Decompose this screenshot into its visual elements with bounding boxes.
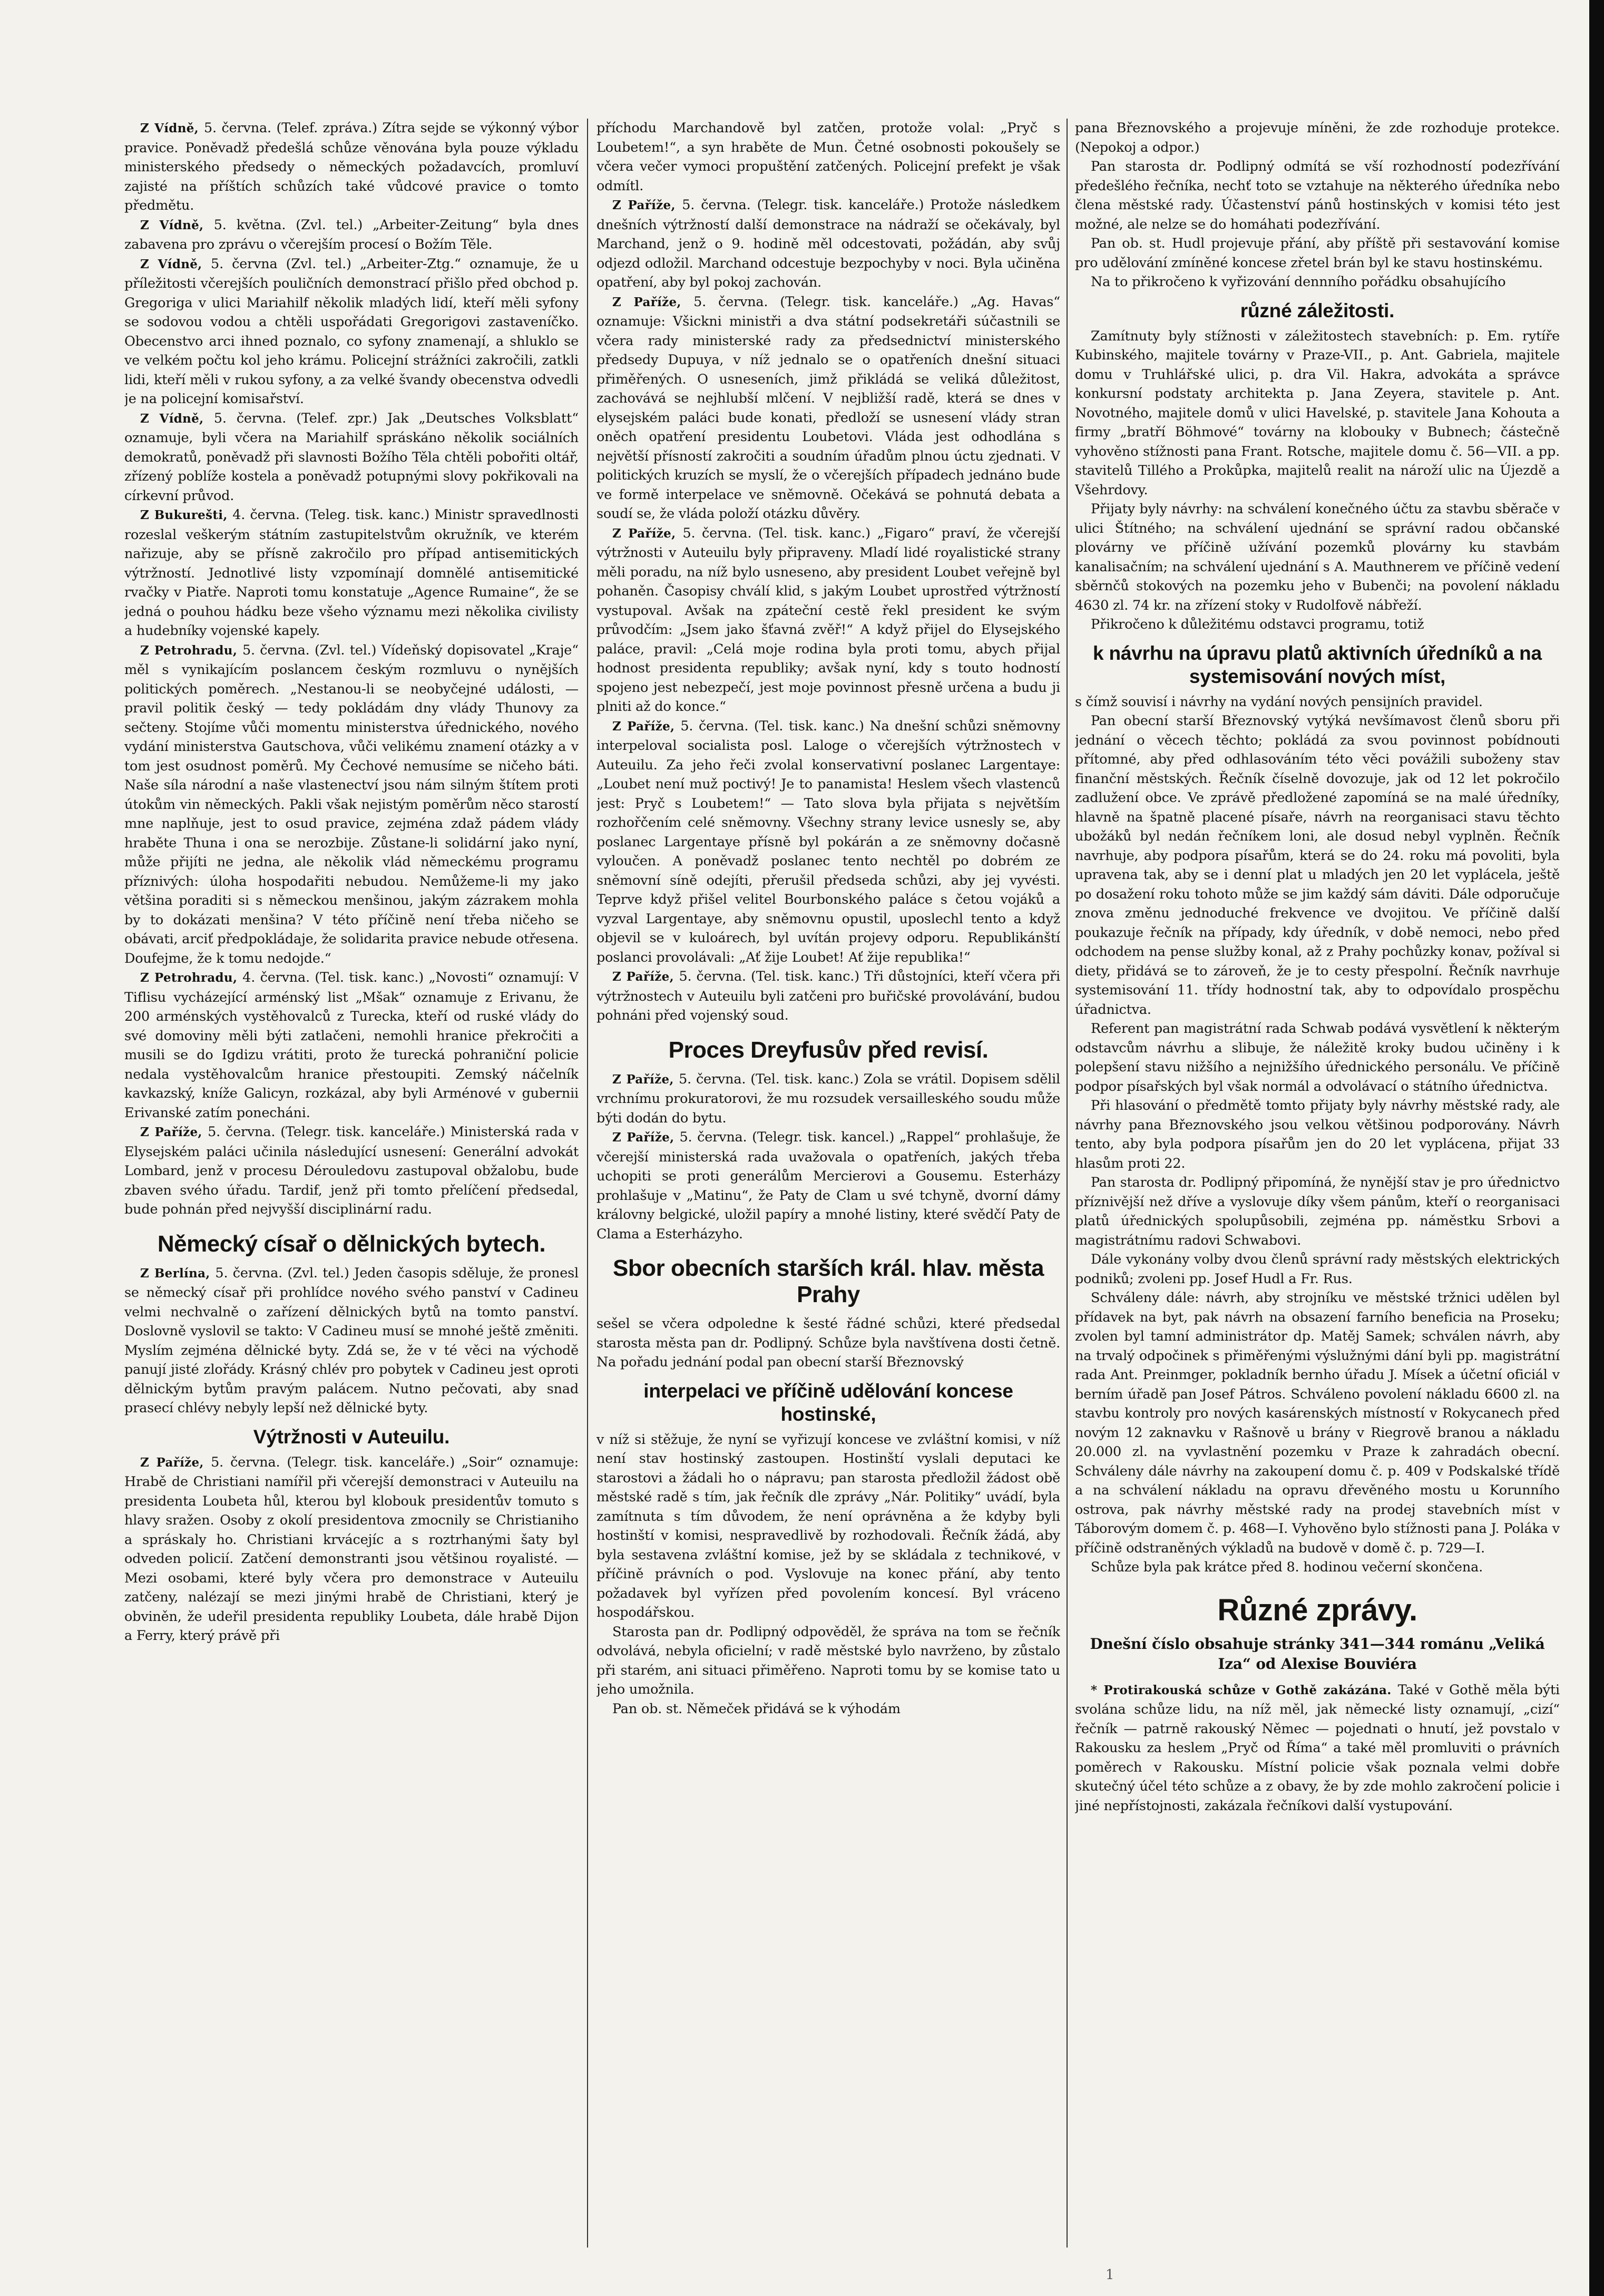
article-paragraph: pana Březnovského a projevuje míněni, že zde rozhoduje protekce. (Nepokoj a odpor.) [1075,120,1560,155]
article-paragraph: sešel se včera odpoledne k šesté řádné schůzi, které předsedal starosta města pan dr. Podlipný. Schůze byla navštívena dosti četně. Na pořadu jednání podal pan obecní starší Březnovský [596,1316,1060,1370]
article-paragraph: Z Paříže, 5. června. (Tel. tisk. kanc.) Zola se vrátil. Dopisem sdělil vrchnímu prokuratorovi, že mu rozsudek versailleského soudu může býti dodán do bytu. [596,1071,1060,1126]
article-paragraph: Z Paříže, 5. června. (Telegr. tisk. kancel.) „Rappel“ prohlašuje, že včerejší ministerská rada uvažovala o opatřeních, jakých třeba uchopiti se proti generálům Mercierovi a Gousemu. Esterházy prohlašuje v „Matinu“, že Paty de Clam u své tchyně, dvorní dámy královny belgické, uložil papíry a mnohé listiny, které svědčí Paty de Clama a Esterházyho. [596,1129,1060,1242]
article-paragraph: Zamítnuty byly stížnosti v záležitostech stavebních: p. Em. rytíře Kubinského, majitele továrny v Praze-VII., p. Ant. Gabriela, majitele domu v Truhlářské ulici, p. dra Vil. Hakra, advokáta a správce konkursní podstaty architekta p. Jana Zeyera, stavitele p. Ant. Novotného, majitele domů v ulici Havelské, p. stavitele Jana Kohouta a firmy „bratří Böhmové“ továrny na klobouky v Bubnech; částečně vyhověno stížnosti pana Frant. Rotsche, majitele domu č. 56—VII. a pp. stavitelů Tillého a Prokůpka, majitelů realit na nároží ulic na Újezdě a Všehrdovy. [1075,328,1560,498]
article-paragraph: Dále vykonány volby dvou členů správní rady městských elektrických podniků; zvoleni pp. Josef Hudl a Fr. Rus. [1075,1252,1560,1287]
dateline: Z Paříže, [612,970,679,984]
column-rule [1067,119,1068,2248]
article-paragraph: Starosta pan dr. Podlipný odpověděl, že správa na tom se řečník odvolává, nebyla oficielní; v radě městské bylo navrženo, by zůstalo při starém, ani situaci přiměřeno. Naproti tomu by se komise tato u jeho umožnila. [596,1624,1060,1697]
article-paragraph: Z Petrohradu, 4. června. (Tel. tisk. kanc.) „Novosti“ oznamují: V Tiflisu vycházející arménský list „Mšak“ oznamuje z Erivanu, že 200 arménských vystěhovalců z Turecka, kteří od ruské vlády do své domoviny měli býti zatlačeni, nemohli hranice překročiti a musili se do Igdizu vrátiti, proto že turecká pohraniční policie nedala vystěhovalcům hranice přestoupiti. Zemský náčelník kavkazský, kníže Galicyn, rozkázal, aby byli Arménové v gubernii Erivanské zatím ponecháni. [124,970,579,1121]
dateline: Z Paříže, [140,1455,211,1470]
article-paragraph: s čímž souvisí i návrhy na vydání nových pensijních pravidel. [1075,693,1483,710]
subheadline: Výtržnosti v Auteuilu. [253,1425,450,1448]
column-1 [124,119,579,2242]
column-3 [1075,119,1560,2242]
article-paragraph: Pan ob. st. Němeček přidává se k výhodám [612,1701,901,1717]
article-paragraph: Pan starosta dr. Podlipný připomíná, že nynější stav je pro úřednictvo příznivější než dříve a vyslovuje díky všem pánům, kteří o reorganisaci platů úřednických spolupůsobili, zejména pp. náměstku Srbovi a magistrátnímu radovi Schwabovi. [1075,1175,1560,1248]
section-headline: Německý císař o dělnických bytech. [157,1230,546,1257]
dateline: Z Berlína, [140,1266,216,1281]
dateline: Z Petrohradu, [140,643,242,658]
article-paragraph: Z Vídně, 5. června. (Telef. zpr.) Jak „Deutsches Volksblatt“ oznamuje, byli včera na Mariahilf spráskáno několik sociálních demokratů, poněvadž při slavnosti Božího Těla chtěli pobořiti oltář, zřízený poblíže kostela a poněvadž potupnými slovy pokřikovali na církevní průvod. [124,410,579,504]
dateline: Z Vídně, [140,257,211,271]
article-paragraph: Při hlasování o předmětě tomto přijaty byly návrhy městské rady, ale návrhy pana Březnovského jsou velkou většinou podporovány. Návrh tento, aby byla podpora písařům jen do 20 let vyplácena, přijat 33 hlasům proti 22. [1075,1098,1560,1171]
article-paragraph: Z Berlína, 5. června. (Zvl. tel.) Jeden časopis sděluje, že pronesl se německý císař při prohlídce nového svého panství v Cadineu velmi nechvalně o zařízení dělnických bytů na tomto panství. Doslovně vyslovil se takto: V Cadineu musí se mnohé ještě změniti. Myslím zejména dělnické byty. Zdá se, že v té věci na východě panují jisté zlořády. Krásný chlév pro pobytek v Cadineu jest oproti dělnickým bytům pravým palácem. Nutno pečovati, aby snad prasecí chlévy nebyly lepší než dělnické byty. [124,1265,579,1416]
article-paragraph: Z Vídně, 5. června (Zvl. tel.) „Arbeiter-Ztg.“ oznamuje, že u příležitosti včerejších pouličních demonstrací přišlo před obchod p. Gregoriga v ulici Mariahilf několik mladých lidí, kteří měli syfony se sodovou vodou a chtěli uspořádati Gregorigovi zastaveníčko. Obecenstvo arci ihned poznalo, co syfony znamenají, a shluklo se ve velkém počtu kol jeho krámu. Policejní strážníci zakročili, zatkli lidi, kteří měli v rukou syfony, a za velké švandy obecenstva odvedli je na policejní komisařství. [124,256,579,407]
article-paragraph: Z Paříže, 5. června. (Telegr. tisk. kanceláře.) Protože následkem dnešních výtržností další demonstrace na nádraží se očekávaly, byl Marchand, jenž o 9. hodině měl odcestovati, požádán, aby svůj odjezd odložil. Marchand odcestuje bezpochyby v noci. Byla učiněna opatření, aby byl pokoj zachován. [596,197,1060,290]
article-paragraph: Z Bukurešti, 4. června. (Teleg. tisk. kanc.) Ministr spravedlnosti rozeslal veškerým státním zastupitelstvům okružník, ve kterém nařizuje, aby se přísně zakročilo pro případ antisemitických výtržností. Jednotlivé listy vzpomínají domnělé antisemitické rvačky v Piatře. Naproti tomu konstatuje „Agence Rumaine“, že se jedná o pouhou hádku beze všeho významu mezi několika civilisty a hudebníky vojenské kapely. [124,507,579,639]
article-paragraph: v níž si stěžuje, že nyní se vyřizují koncese ve zvláštní komisi, v níž není stav hostinský zastoupen. Hostinští vyslali deputaci ke starostovi a žádali ho o nápravu; pan starosta předložil žádost obě městské radě s tím, jak řečník dle zprávy „Nár. Politiky“ uvádí, byla zamítnuta s tím důvodem, že není oprávněna a že kdyby byli hostinští v komisi, nespravedlivě by rozhodovali. Řečník žádá, aby byla sestavena zvláštní komise, jež by se skládala z technikové, v příčině právních o pod. Vyslovuje na konec přání, aby tento požadavek byl vyřízen před povolením koncesí. Byl vráceno hospodářskou. [596,1431,1060,1620]
article-paragraph: Z Paříže, 5. června. (Telegr. tisk. kanceláře.) „Soir“ oznamuje: Hrabě de Christiani namířil při včerejší demonstraci v Auteuilu na presidenta Loubeta hůl, kterou byl klobouk presidentův tomuto s hlavy sražen. Osoby z okolí presidentova zmocnily se Christianiho a spráskaly ho. Christiani krvácejíc a s roztrhanými šaty byl odveden policií. Zatčení demonstranti jsou většinou royalisté. — Mezi osobami, které byly včera pro demonstrace v Auteuilu zatčeny, nalézají se mezi jinými hrabě de Christiani, který je obviněn, že udeřil presidenta republiky Loubeta, dále hrabě Dijon a Ferry, který právě při [124,1454,579,1644]
article-paragraph: Pan ob. st. Hudl projevuje přání, aby příště při sestavování komise pro udělování zmíněné koncese zřetel brán byl ke stavu hostinskému. [1075,236,1560,271]
dateline: Z Paříže, [612,295,694,309]
article-paragraph: Přikročeno k důležitému odstavci programu, totiž [1091,617,1424,632]
dateline: Z Paříže, [612,719,681,734]
article-paragraph: Z Petrohradu, 5. června. (Zvl. tel.) Vídeňský dopisovatel „Kraje“ měl s vynikajícím poslancem českým rozmluvu o nynějších politických poměrech. „Nestanou-li se neobyčejné události, — pravil politik český — tedy pokládám dny vlády Thunovy za sečteny. Stojíme vůči momentu ministerstva úřednického, nového vydání ministerstva Gautschova, vůči velikému znamení otázky a v tom jest osudnost poměrů. My Čechové nemusíme se ničeho báti. Naše síla národní a naše vlastenectví jsou nám silným štítem proti útokům vin německých. Pakli však nejistým poměrům něco starostí mne naplňuje, jest to osud pravice, zejména zdaž pádem vlády hraběte Thuna i ona se nerozbije. Zůstane-li solidární jako nyní, může přijíti ne jedna, ale několik vlád německému programu příznivých: úloha hospodařiti nebudou. Nemůžeme-li my jako většina poraditi si s německou menšinou, jakým zázrakem mohla by to dokázati menšina? V této příčině není třeba ničeho se obávati, arciť předpokládaje, že solidarita pravice nebude otřesena. Doufejme, že k tomu nedojde.“ [124,642,579,966]
dateline: Z Petrohradu, [140,971,243,985]
article-paragraph: příchodu Marchandově byl zatčen, protože volal: „Pryč s Loubetem!“, a syn hraběte de Mun. Četné osobnosti pokoušely se včera večer vymoci propuštění zatčených. Policejní prefekt je však odmítl. [596,120,1060,194]
section-headline: Různé zprávy. [1217,1592,1417,1627]
lead-notice: Dnešní číslo obsahuje stránky 341—344 románu „Veliká Iza“ od Alexise Bouviéra [1090,1635,1545,1673]
article-paragraph: Z Paříže, 5. června. (Telegr. tisk. kanceláře.) Ministerská rada v Elysejském paláci učinila následující usnesení: Generální advokát Lombard, jenž v procesu Dérouledovu zastupoval obžalobu, bude zbaven svého úřadu. Tardif, jenž při tomto přelíčení předsedal, bude pohnán před nejvyšší disciplinární radu. [124,1124,579,1217]
dateline: * Protirakouská schůze v Gothě zakázána. [1091,1683,1398,1697]
article-paragraph: Z Paříže, 5. června. (Tel. tisk. kanc.) Tři důstojníci, kteří včera při výtržnostech v Auteuilu byli zatčeni pro buřičské provolávání, budou pohnáni před vojenský soud. [596,969,1060,1023]
article-paragraph: Z Paříže, 5. června. (Telegr. tisk. kanceláře.) „Ag. Havas“ oznamuje: Všickni ministři a dva státní podsekretáři súčastnili se včera rady ministerské rady za předsednictví ministerského předsedy Dupuya, v níž jednalo se o opatřeních dnešní situaci přiměřených. O usneseních, jimž přikládá se veliká důležitost, zachovává se nejhlubší mlčení. V nejbližší radě, která se dnes v elysejském paláci bude konati, předloží se usnesení vlády stran oněch opatření presidentu Loubetovi. Vláda jest odhodlána s největší přísností zakročiti a soudním úřadům plnou úctu zjednati. V politických kruzích se myslí, že o včerejších případech jednáno bude ve formě interpelace ve sněmovně. Očekává se pohnutá debata a soudí se, že vláda položí otázku důvěry. [596,294,1060,522]
article-paragraph: Pan starosta dr. Podlipný odmítá se vší rozhodností podezřívání předešlého řečníka, nechť toto se vztahuje na některého úředníka nebo člena městské rady. Účastenství pánů hostinských v komisi této jest možné, ale nelze se do homáhati podezřívání. [1075,159,1560,232]
article-paragraph: Z Vídně, 5. května. (Zvl. tel.) „Arbeiter-Zeitung“ byla dnes zabavena pro zprávu o včerejším procesí o Božím Těle. [124,217,579,252]
dateline: Z Paříže, [612,1072,679,1087]
subheadline: různé záležitosti. [1240,299,1395,321]
dateline: Z Paříže, [140,1125,208,1139]
article-paragraph: Z Paříže, 5. června. (Tel. tisk. kanc.) Na dnešní schůzi sněmovny interpeloval socialista posl. Laloge o včerejších výtržnostech v Auteuilu. Za jeho řeči zvolal konservativní poslanec Largentaye: „Loubet není muž poctivý! Je to panamista! Heslem všech vlastenců jest: Pryč s Loubetem!“ — Tato slova byla přijata s největším rozhořčením celé sněmovny. Všechny strany levice usnesly se, aby poslanec Largentaye přísně byl pokárán a ze sněmovny dočasně vyloučen. A poněvadž poslanec tento nechtěl po dobrém ze sněmovní síně odejíti, přerušil předseda schůzi, aby jej vyvésti. Teprve když přišel velitel Bourbonského paláce s četou vojáků a vyzval Largentaye, aby sněmovnu opustil, uposlechl tento a když objevil se v kuloárech, byl uvítán projevy odporu. Republikánští poslanci provolávali: „Ať žije Loubet! Ať žije republika!“ [596,718,1060,965]
dateline: Z Vídně, [140,411,214,426]
article-paragraph: Referent pan magistrátní rada Schwab podává vysvětlení k některým odstavcům návrhu a slibuje, že náležitě kroky budou učiněny i k polepšení stavu nižšího a nejnižšího úřednického personálu. Ve příčině podpor písařských byl však normál a odvolávací o státního úřednictva. [1075,1021,1560,1095]
subheadline: interpelaci ve příčině udělování koncese hostinské, [643,1380,1013,1425]
article-paragraph: Pan obecní starší Březnovský vytýká nevšímavost členů sboru při jednání o věcech těchto; pokládá za svou povinnost pobídnouti přítomné, aby před odhlasováním této věci povážili suboženy stav finanční městských. Řečník číselně dovozuje, jak od 12 let pokročilo zadlužení obce. Ve zprávě předložené zapomíná se na malé úředníky, hlavně na špatně placené písaře, návrh na reorganisaci stavu těchto ubožáků byl nedán řečníkem loni, ale dosud nebyl vyplněn. Řečník navrhuje, aby podpora písařům, která se do 24. roku má povoliti, byla upravena tak, aby se i denní plat u mladých jen 20 let vyplácela, ještě po dosažení roku tohoto může se jim každý sám dáviti. Dále odporučuje znova změnu jednoduché frekvence ve dvojitou. Ve příčině další poukazuje řečník na případy, kdy úředník, v době nemoci, nebo před odchodem na pense služby konal, až z Prahy pochůzky konav, požíval si diety, přidává se to zároveň, že je to cesty přespolní. Řečník navrhuje systemisování 11. třídy hodnostní tak, aby to odpovídalo prospěchu úřadnictva. [1075,713,1560,1018]
dateline: Z Paříže, [612,1130,680,1145]
column-2 [596,119,1060,2242]
article-paragraph: Z Vídně, 5. června. (Telef. zpráva.) Zítra sejde se výkonný výbor pravice. Poněvadž předešlá schůze věnována byla pouze výkladu ministerského předsedy o německých požadavcích, promluví zajisté na příštích schůzích také vůdcové pravice o tomto předmětu. [124,120,579,213]
dateline: Z Vídně, [140,121,204,135]
dateline: Z Vídně, [140,218,214,232]
article-paragraph: Schváleny dále: návrh, aby strojníku ve městské tržnici udělen byl přídavek na byt, pak návrh na obsazení farního beneficia na Proseku; zvolen byl tamní administrátor dp. Matěj Samek; schválen návrh, aby na trvalý odpočinek s přiměřenými výslužnými dání byli pp. magistrátní rada Ant. Preinmger, pokladník bernho úřadu J. Mísek a účetní oficiál v berním úřadě pan Josef Pátros. Schváleno povolení nákladu 6600 zl. na stavbu kontroly pro nových kasárenských místností v Rokycanech před novým 12 zaknavku v Rašnově u brány v Riegrově branou a nákladu 20.000 zl. na vyvlastnění pozemku v Praze k zahradách obecní. Schváleny dále návrhy na zakoupení domu č. p. 409 v Podskalské třídě a na schválení nákladu na opravu dřevěného mostu u Korunního ostrova, pak návrhy městské rady na prodej stavebních míst v Táborovým domem č. p. 468—I. Vyhověno bylo stížnosti pana J. Poláka v příčině odstraněných výkladů na budově v domě č. p. 729—I. [1075,1290,1560,1556]
article-paragraph: Schůze byla pak krátce před 8. hodinou večerní skončena. [1091,1559,1483,1575]
subheadline: k návrhu na úpravu platů aktivních úředníků a na systemisování nových míst, [1093,642,1542,687]
dateline: Z Bukurešti, [140,508,233,522]
article-paragraph: * Protirakouská schůze v Gothě zakázána. Také v Gothě měla býti svolána schůze lidu, na níž měl, jak německé listy oznamují, „cizí“ řečník — patrně rakouský Němec — pojednati o hnutí, jež povstalo v Rakousku za heslem „Pryč od Říma“ a také měl promluviti o právních poměrech v Rakousku. Místní policie však poznala velmi dobře skutečný účel této schůze a z obavy, že by zde mohlo zakročení policie i jiné nepřístojnosti, zakázala řečníkovi další vystupování. [1075,1682,1560,1814]
section-headline: Sbor obecních starších král. hlav. města Prahy [613,1255,1044,1307]
article-paragraph: Na to přikročeno k vyřizování dennního pořádku obsahujícího [1091,274,1506,290]
dateline: Z Paříže, [612,526,683,541]
page-mark: 1 [1106,2267,1114,2283]
article-paragraph: Přijaty byly návrhy: na schválení konečného účtu za stavbu sběrače v ulici Štítného; na schválení ujednání se správní radou občanské plovárny ve příčině užívání pozemků plovárny ku stavbám kanalisačním; na schválení ujednání s A. Mauthnerem ve příčině vedení sběrnčů stokových na pozemku jeho v Bubenči; na povolení nákladu 4630 zl. 74 kr. na zřízení stoky v Rudolfově nábřeží. [1075,501,1560,613]
article-paragraph: Z Paříže, 5. června. (Tel. tisk. kanc.) „Figaro“ praví, že včerejší výtržnosti v Auteuilu byly připraveny. Mladí lidé royalistické strany měli poradu, na níž bylo usneseno, aby president Loubet veřejně byl pohaněn. Časopisy chválí klid, s jakým Loubet uprostřed výtržností vystupoval. Avšak na zpáteční cestě řekl president ke svým průvodčím: „Jsem jako šťavná zvěř!“ A když přijel do Elysejského paláce, pravil: „Celá moje rodina byla proti tomu, abych přijal hodnost presidenta republiky; avšak nyní, kdy s touto hodností spojeno jest nebezpečí, jest moje povinnost přesně určena a budu ji plniti až do konce.“ [596,525,1060,715]
dateline: Z Paříže, [612,198,682,212]
section-headline: Proces Dreyfusův před revisí. [668,1037,989,1063]
column-rule [587,119,588,2248]
